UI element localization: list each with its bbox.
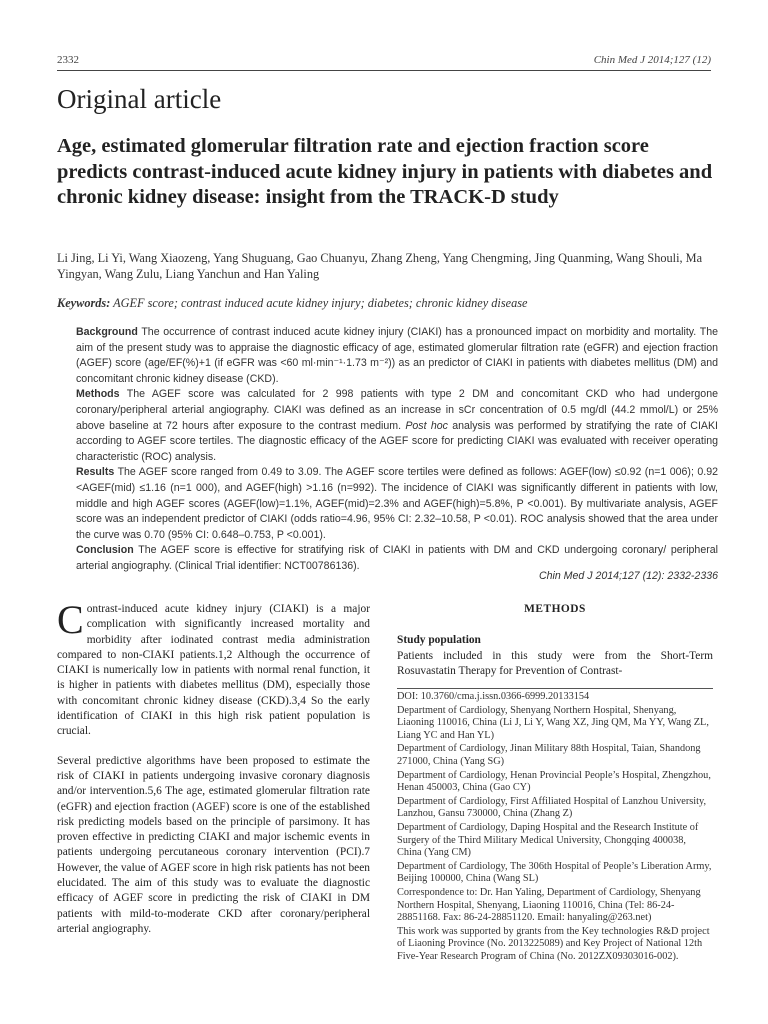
methods-text-b: analysis was performed by stratifying the rate of CIAKI according to AGEF score tertiles. The diagnostic efficacy of the AGEF score for predicting CIAKI was evaluated with receiver operating characteristic (ROC) analysis. [76,419,718,463]
running-head [57,52,711,71]
footnote-correspondence: Correspondence to: Dr. Han Yaling, Department of Cardiology, Shenyang Northern Hospital, Shenyang, Liaoning 110016, China (Tel: 86-24-28851168. Fax: 86-24-28851120. Email: hanyaling@263.net) [397,886,701,924]
keywords [57,296,717,311]
article-title: Age, estimated glomerular filtration rate and ejection fraction score predicts contrast-induced acute kidney injury in patients with diabetes and chronic kidney disease: insight from the TRACK-D study [57,135,713,208]
keywords-text: AGEF score; contrast induced acute kidney injury; diabetes; chronic kidney disease [113,296,528,310]
intro-paragraph-1 [57,597,370,740]
methods-text-a: The AGEF score was calculated for 2 998 patients with type 2 DM and concomitant CKD who had undergone coronary/peripheral arterial angiography. CIAKI was defined as an increase in sCr concentration of 0.5 mg/dl (44.2 mmol/L) or 25% above baseline at 72 hours after exposure to the contrast medium. [76,388,718,432]
footnote-affiliation: Department of Cardiology, First Affiliated Hospital of Lanzhou University, Lanzhou, Gansu 730000, China (Zhang Z) [397,795,707,820]
footnotes [397,688,713,964]
conclusion-label: Conclusion [76,544,134,557]
footnote-affiliation: Department of Cardiology, Jinan Military 88th Hospital, Taian, Shandong 271000, China (Yang SG) [397,743,701,767]
abstract-results [76,465,718,543]
background-text: The occurrence of contrast induced acute kidney injury (CIAKI) has a pronounced impact on morbidity and mortality. The aim of the present study was to appraise the diagnostic efficacy of age, estimated glomerular filtration rate (eGFR) and ejection fraction (AGEF) score (age/EF(%)+1 (if eGFR was <60 ml·min⁻¹·1.73 m⁻²)) as an predictor of CIAKI in patients with diabetes mellitus (DM) and concomitant chronic kidney disease (CKD). [76,326,718,385]
citation-line: Chin Med J 2014;127 (12): 2332-2336 [538,570,718,582]
intro-paragraph-2 [57,754,370,938]
study-population-heading: Study population [397,634,481,647]
footnote-funding: This work was supported by grants from the Key technologies R&D project of Liaoning Province (No. 2013225089) and Key Project of National 12th Five-Year Research Program of China (No. 2012ZX09303016-002). [397,925,710,962]
background-label: Background [76,326,138,338]
author-list: Li Jing, Li Yi, Wang Xiaozeng, Yang Shuguang, Gao Chuanyu, Zhang Zheng, Yang Chengming, Jing Quanming, Wang Shouli, Ma Yingyan, Wang Zulu, Liang Yanchun and Han Yaling [57,251,703,281]
methods-italic: Post hoc [405,419,448,432]
abstract-methods [76,387,718,465]
abstract-background [76,325,718,387]
footnote-doi: DOI: 10.3760/cma.j.issn.0366-6999.20133154 [397,691,590,702]
footnote-affiliation: Department of Cardiology, Henan Provincial People’s Hospital, Zhengzhou, Henan 450003, China (Gao CY) [397,769,711,794]
footnote-affiliation: Department of Cardiology, Daping Hospital and the Research Institute of Surgery of the Third Military Medical University, Chongqing 400038, China (Yang CM) [397,821,699,859]
results-label: Results [76,466,115,479]
section-label: Original article [57,84,222,114]
methods-label: Methods [76,388,120,401]
intro-text-2: Several predictive algorithms have been proposed to estimate the risk of CIAKI in patients undergoing invasive coronary diagnosis and/or intervention.5,6 The age, estimated glomerular filtration rate (eGFR) and ejection fraction (AGEF) score is one of the established risk predicting models based on the principle of parsimony. It has proven effective in predicting CIAKI and major ischemic events in patients undergoing percutaneous coronary intervention (PCI).7 However, the value of AGEF score in high risk patients has not been elucidated. The aim of this study was to evaluate the diagnostic efficacy of AGEF score in predicting the risk of CIAKI in DM patients with mild-to-moderate CKD after coronary/peripheral arterial angiography. [57,754,370,935]
methods-heading: METHODS [524,603,586,615]
footnote-affiliation: Department of Cardiology, The 306th Hospital of People’s Liberation Army, Beijing 100000, China (Wang SL) [397,860,712,885]
footnote-affiliation: Department of Cardiology, Shenyang Northern Hospital, Shenyang, Liaoning 110016, China (Li J, Li Y, Wang XZ, Jing QM, Ma YY, Wang ZL, Liang YC and Han YL) [397,704,709,741]
page-number: 2332 [57,54,79,66]
conclusion-text: The AGEF score is effective for stratifying risk of CIAKI in patients with DM and CKD undergoing coronary/ peripheral arterial angiography. (Clinical Trial identifier: NCT00786136). [76,544,718,572]
drop-cap: C [57,597,84,642]
intro-text-1: ontrast-induced acute kidney injury (CIAKI) is a major complication with significantly increased mortality and morbidity after iodinated contrast media administration compared to non-CIAKI patients.1,2 Although the occurrence of CIAKI is numerically low in patients with normal renal function, it is higher in patients with diabetes mellitus (DM), especially those with concomitant chronic kidney disease (CKD).3,4 So the early identification of CIAKI in this high risk patient population is crucial. [57,603,370,738]
introduction-column [57,597,370,951]
study-population-text: Patients included in this study were from the Short-Term Rosuvastatin Therapy for Prevention of Contrast- [397,649,713,677]
keywords-label: Keywords: [57,296,111,310]
results-text: The AGEF score ranged from 0.49 to 3.09. The AGEF score tertiles were defined as follows: AGEF(low) ≤0.92 (n=1 006); 0.92 <AGEF(mid) ≤1.16 (n=1 000), and AGEF(high) >1.16 (n=992). The incidence of CIAKI was significantly different in patients with low, middle and high AGEF scores (AGEF(low)=1.1%, AGEF(mid)=2.3% and AGEF(high)=5.8%, P <0.001). By multivariate analysis, AGEF score was an independent predictor of CIAKI (odds ratio=4.96, 95% CI: 2.32–10.58, P <0.01). ROC analysis showed that the area under the curve was 0.70 (95% CI: 0.648–0.753, P <0.001). [76,466,718,541]
journal-reference: Chin Med J 2014;127 (12) [593,54,711,66]
abstract [76,325,718,575]
methods-column [397,602,713,679]
